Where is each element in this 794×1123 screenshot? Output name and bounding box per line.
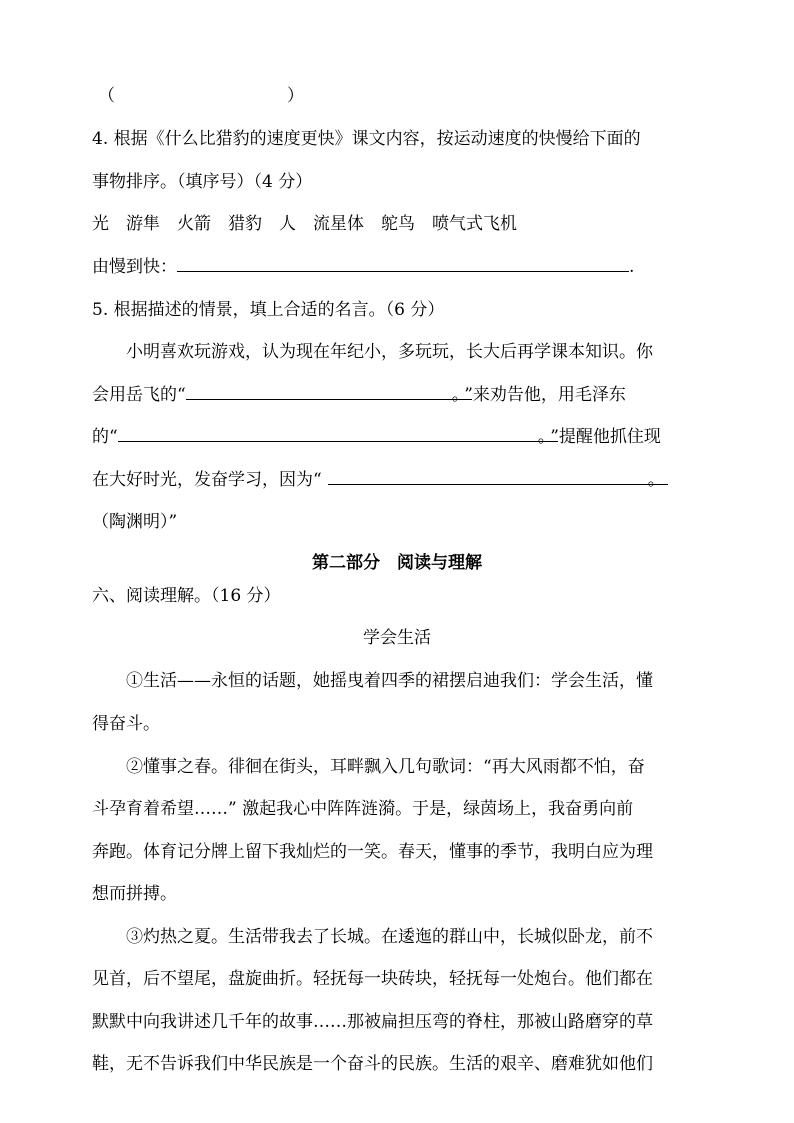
q5-blank-1[interactable] [186,383,472,400]
q3-answer-parens [98,84,304,108]
article-line: ①生活——永恒的话题，她摇曳着四季的裙摆启迪我们：学会生活，懂 [126,671,653,691]
q5-para-line-2: 会用岳飞的“ 。 ”来劝告他，用毛泽东 [92,385,626,405]
close-paren: ） [287,86,304,106]
part2-title: 第二部分 阅读与理解 [312,553,482,573]
q4-answer-blank[interactable] [177,255,629,272]
q4-line-1: 4. 根据《什么比猎豹的速度更快》课文内容，按运动速度的快慢给下面的 [92,129,641,149]
q4-line-2: 事物排序。（填序号）（4 分） [92,172,313,192]
article-line: 见首，后不望尾，盘旋曲折。轻抚每一块砖块，轻抚每一处炮台。他们都在 [92,969,653,989]
q6-title: 六、阅读理解。（16 分） [92,586,281,606]
q5-para-line-5: （陶渊明）” [92,512,178,532]
q5-blank-2[interactable] [118,425,558,442]
article-line: 斗孕育着希望……” 激起我心中阵阵涟漪。于是，绿茵场上，我奋勇向前 [92,799,634,819]
q4-items: 光 游隼 火箭 猎豹 人 流星体 鸵鸟 喷气式飞机 [92,214,517,234]
article-line: 奔跑。体育记分牌上留下我灿烂的一笑。春天，懂事的季节，我明白应为理 [92,842,653,862]
article-title: 学会生活 [363,628,431,648]
q4-answer-label: 由慢到快： [92,257,177,277]
open-paren: （ [98,86,115,106]
q5-para-line-3: 的“ 。 ”提醒他抓住现 [92,427,661,447]
q4-answer-end: . [629,257,635,277]
q4-answer-line [92,255,634,279]
article-line: 鞋，无不告诉我们中华民族是一个奋斗的民族。生活的艰辛、磨难犹如他们 [92,1054,653,1074]
article-line: 得奋斗。 [92,714,160,734]
q5-title: 5. 根据描述的情景，填上合适的名言。（6 分） [92,300,445,320]
article-line: ③灼热之夏。生活带我去了长城。在逶迤的群山中，长城似卧龙，前不 [126,927,653,947]
q5-para-line-1: 小明喜欢玩游戏，认为现在年纪小，多玩玩，长大后再学课本知识。你 [126,342,653,362]
article-line: ②懂事之春。徘徊在街头，耳畔飘入几句歌词：“再大风雨都不怕，奋 [126,757,645,777]
q5-blank-3[interactable] [328,468,668,485]
article-line: 默默中向我讲述几千年的故事……那被扁担压弯的脊柱，那被山路磨穿的草 [92,1012,653,1032]
article-line: 想而拼搏。 [92,884,177,904]
q5-para-line-4: 在大好时光，发奋学习，因为“ 。 [92,468,665,492]
